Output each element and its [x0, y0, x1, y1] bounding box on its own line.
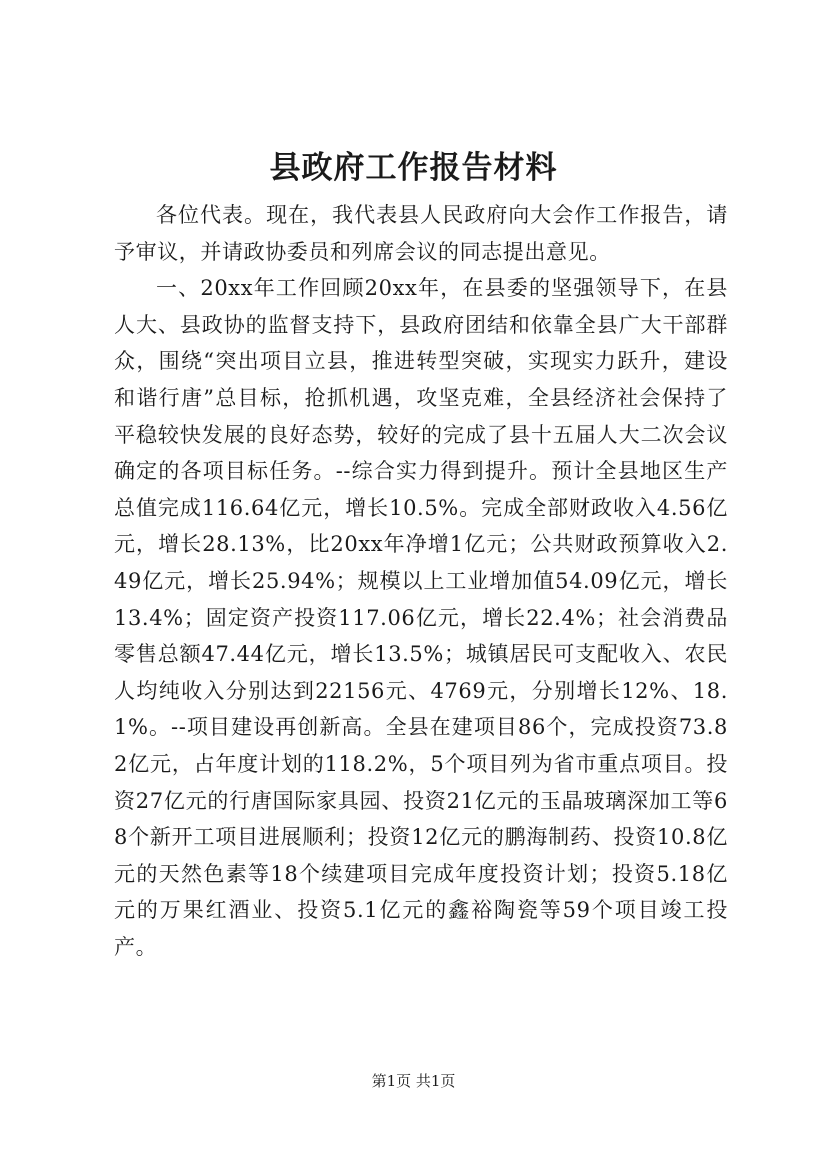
document-body	[114, 197, 728, 965]
document-title: 县政府工作报告材料	[269, 150, 558, 186]
page-footer: 第1页 共1页	[371, 1072, 456, 1090]
review-paragraph: 一、20xx年工作回顾20xx年，在县委的坚强领导下，在县人大、县政协的监督支持下，县政府团结和依靠全县广大干部群众，围绕“突出项目立县，推进转型突破，实现实力跃升，建设和谐行唐”总目标，抢抓机遇，攻坚克难，全县经济社会保持了平稳较快发展的良好态势，较好的完成了县十五届人大二次会议确定的各项目标任务。--综合实力得到提升。预计全县地区生产总值完成116.64亿元，增长10.5%。完成全部财政收入4.56亿元，增长28.13%，比20xx年净增1亿元；公共财政预算收入2.49亿元，增长25.94%；规模以上工业增加值54.09亿元，增长13.4%；固定资产投资117.06亿元，增长22.4%；社会消费品零售总额47.44亿元，增长13.5%；城镇居民可支配收入、农民人均纯收入分别达到22156元、4769元，分别增长12%、18.1%。--项目建设再创新高。全县在建项目86个，完成投资73.82亿元，占年度计划的118.2%，5个项目列为省市重点项目。投资27亿元的行唐国际家具园、投资21亿元的玉晶玻璃深加工等68个新开工项目进展顺利；投资12亿元的鹏海制药、投资10.8亿元的天然色素等18个续建项目完成年度投资计划；投资5.18亿元的万果红酒业、投资5.1亿元的鑫裕陶瓷等59个项目竣工投产。	[114, 276, 728, 959]
intro-paragraph: 各位代表。现在，我代表县人民政府向大会作工作报告，请予审议，并请政协委员和列席会议的同志提出意见。	[114, 203, 728, 264]
